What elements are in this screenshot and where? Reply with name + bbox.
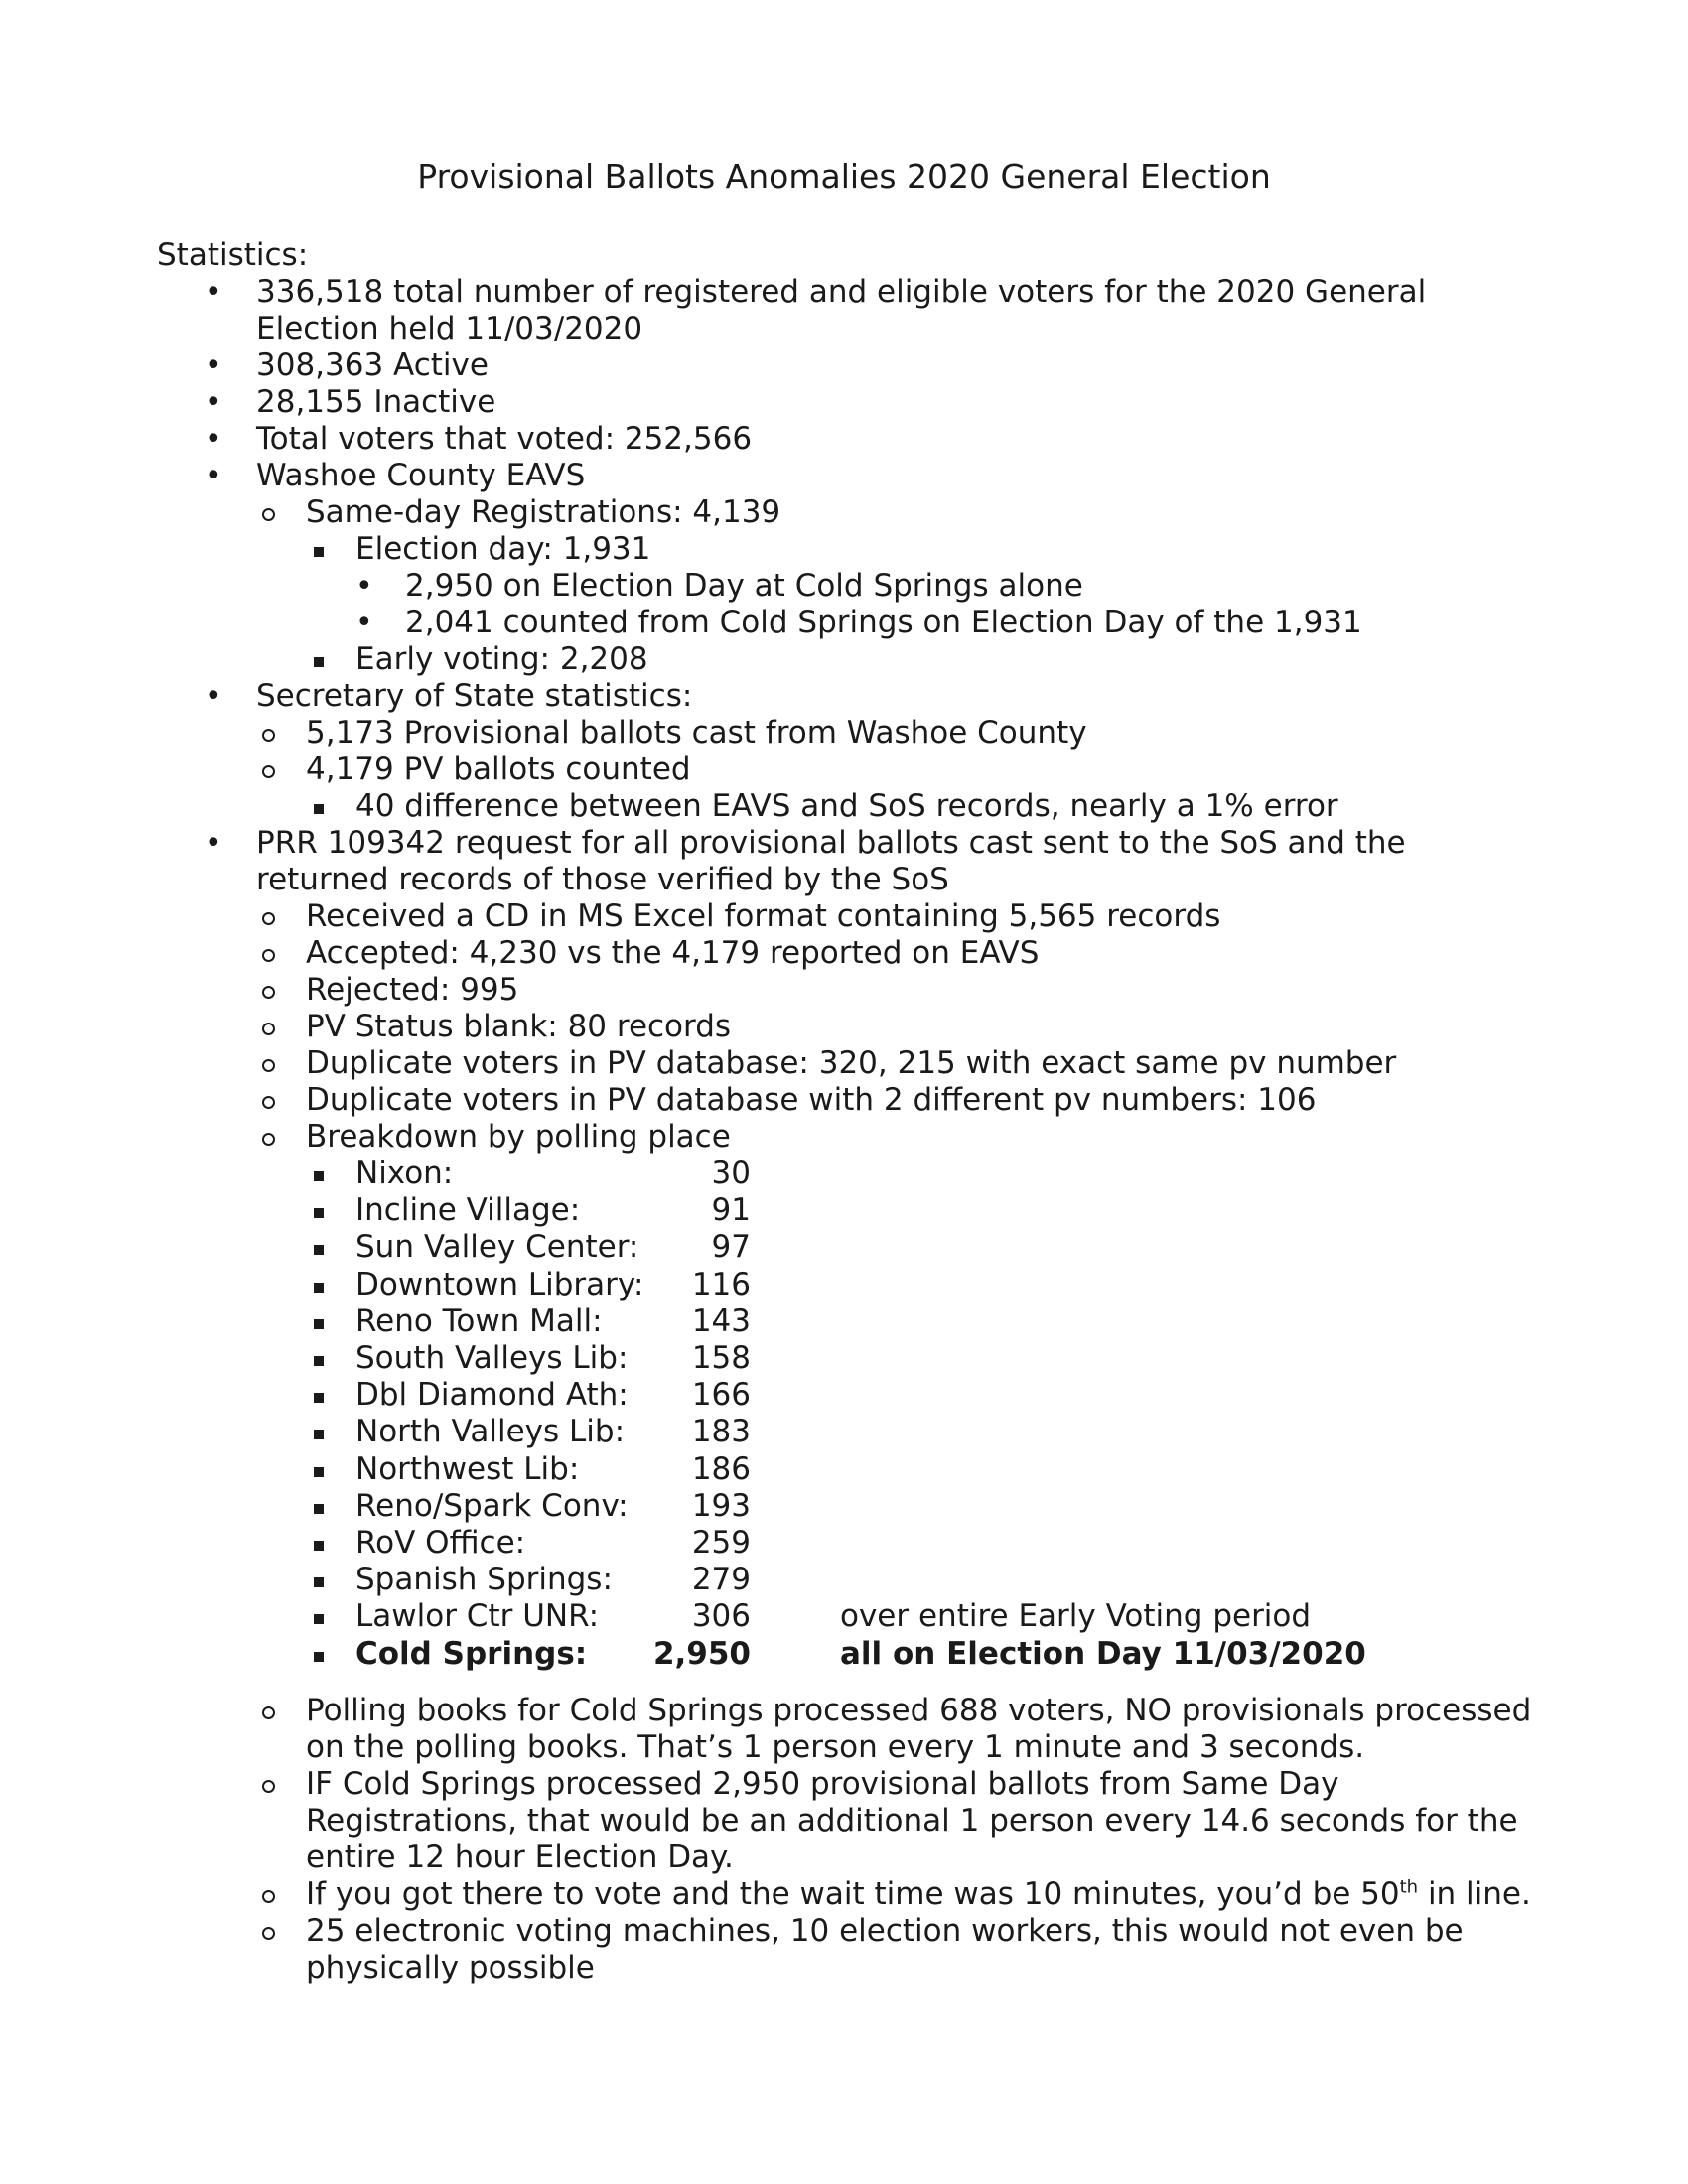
stat-wait-time	[306, 1876, 1531, 1913]
circle-bullet-icon	[262, 508, 275, 521]
circle-bullet-icon	[262, 1706, 275, 1719]
polling-place-count: 193	[691, 1488, 751, 1524]
circle-bullet-icon	[262, 765, 275, 778]
stat-prr: PRR 109342 request for all provisional ballots cast sent to the SoS and the	[256, 825, 1406, 861]
stat-prr-cont: returned records of those verified by the SoS	[256, 862, 949, 897]
polling-place-count: 116	[691, 1267, 751, 1302]
polling-place-name: Nixon:	[355, 1156, 454, 1191]
stat-registered: 336,518 total number of registered and eligible voters for the 2020 General	[256, 274, 1427, 310]
bullet-icon: •	[205, 826, 222, 861]
circle-bullet-icon	[262, 986, 275, 999]
polling-place-name: Incline Village:	[355, 1192, 581, 1228]
bullet-icon: •	[355, 569, 373, 604]
polling-place-name: Lawlor Ctr UNR:	[355, 1598, 600, 1634]
square-bullet-icon	[314, 1652, 324, 1662]
wait-text-end: in line.	[1418, 1876, 1531, 1912]
stat-active: 308,363 Active	[256, 347, 489, 383]
square-bullet-icon	[314, 1245, 324, 1255]
polling-place-count: 143	[691, 1303, 751, 1339]
square-bullet-icon	[314, 547, 324, 557]
polling-place-count: 306	[691, 1598, 751, 1634]
polling-place-count: 91	[711, 1192, 751, 1228]
stat-if-cold-springs-cont2: entire 12 hour Election Day.	[306, 1840, 734, 1875]
square-bullet-icon	[314, 1467, 324, 1477]
stat-total-voted: Total voters that voted: 252,566	[256, 421, 753, 457]
square-bullet-icon	[314, 1171, 324, 1181]
square-bullet-icon	[314, 1504, 324, 1514]
square-bullet-icon	[314, 1319, 324, 1329]
polling-place-note: all on Election Day 11/03/2020	[840, 1636, 1366, 1672]
polling-place-count: 166	[691, 1377, 751, 1413]
stat-machines: 25 electronic voting machines, 10 election workers, this would not even be	[306, 1913, 1464, 1949]
stat-pv-counted: 4,179 PV ballots counted	[306, 751, 691, 787]
square-bullet-icon	[314, 1614, 324, 1624]
stat-if-cold-springs: IF Cold Springs processed 2,950 provisional ballots from Same Day	[306, 1766, 1339, 1802]
square-bullet-icon	[314, 1283, 324, 1293]
bullet-icon: •	[205, 385, 222, 420]
stat-cold-springs-alone: 2,950 on Election Day at Cold Springs alone	[405, 568, 1083, 604]
stat-polling-books-cont: on the polling books. That’s 1 person every 1 minute and 3 seconds.	[306, 1729, 1365, 1765]
polling-place-name: Spanish Springs:	[355, 1562, 613, 1597]
polling-place-name: Dbl Diamond Ath:	[355, 1377, 629, 1413]
polling-place-count: 279	[691, 1562, 751, 1597]
square-bullet-icon	[314, 657, 324, 667]
circle-bullet-icon	[262, 1133, 275, 1146]
circle-bullet-icon	[262, 1780, 275, 1793]
polling-place-count: 186	[691, 1451, 751, 1487]
polling-place-count: 2,950	[652, 1636, 751, 1672]
wait-superscript: th	[1399, 1876, 1419, 1898]
stat-difference: 40 difference between EAVS and SoS records, nearly a 1% error	[355, 788, 1338, 824]
wait-text: If you got there to vote and the wait time was 10 minutes, you’d be 50	[306, 1876, 1400, 1912]
stat-dup-diff: Duplicate voters in PV database with 2 different pv numbers: 106	[306, 1082, 1317, 1118]
polling-place-count: 183	[691, 1414, 751, 1449]
bullet-icon: •	[205, 275, 222, 310]
polling-place-name: South Valleys Lib:	[355, 1340, 629, 1376]
bullet-icon: •	[205, 422, 222, 457]
circle-bullet-icon	[262, 912, 275, 925]
stat-if-cold-springs-cont: Registrations, that would be an additional 1 person every 14.6 seconds for the	[306, 1803, 1518, 1839]
stat-election-day: Election day: 1,931	[355, 531, 651, 567]
polling-place-count: 259	[691, 1525, 751, 1561]
stat-sos: Secretary of State statistics:	[256, 678, 693, 714]
polling-place-name: Reno/Spark Conv:	[355, 1488, 629, 1524]
polling-place-name: Downtown Library:	[355, 1267, 644, 1302]
polling-place-name: Sun Valley Center:	[355, 1229, 639, 1265]
polling-place-name: Cold Springs:	[355, 1636, 588, 1672]
stat-eavs: Washoe County EAVS	[256, 458, 586, 493]
polling-place-name: Northwest Lib:	[355, 1451, 580, 1487]
square-bullet-icon	[314, 1208, 324, 1218]
stat-received-cd: Received a CD in MS Excel format containing 5,565 records	[306, 898, 1221, 934]
statistics-label: Statistics:	[157, 237, 309, 273]
circle-bullet-icon	[262, 729, 275, 742]
polling-place-count: 158	[691, 1340, 751, 1376]
circle-bullet-icon	[262, 1927, 275, 1940]
circle-bullet-icon	[262, 949, 275, 962]
bullet-icon: •	[205, 348, 222, 383]
stat-early-voting: Early voting: 2,208	[355, 641, 648, 677]
stat-prov-cast: 5,173 Provisional ballots cast from Washoe County	[306, 715, 1087, 751]
square-bullet-icon	[314, 1577, 324, 1587]
stat-pv-blank: PV Status blank: 80 records	[306, 1009, 732, 1044]
polling-place-note: over entire Early Voting period	[840, 1598, 1312, 1634]
page-title: Provisional Ballots Anomalies 2020 General Election	[417, 157, 1271, 196]
polling-place-name: RoV Office:	[355, 1525, 526, 1561]
stat-dup-same: Duplicate voters in PV database: 320, 215 with exact same pv number	[306, 1045, 1397, 1081]
bullet-icon: •	[205, 679, 222, 714]
square-bullet-icon	[314, 1430, 324, 1439]
square-bullet-icon	[314, 804, 324, 814]
stat-rejected: Rejected: 995	[306, 972, 519, 1008]
bullet-icon: •	[355, 606, 373, 640]
polling-place-count: 30	[711, 1156, 751, 1191]
polling-place-name: Reno Town Mall:	[355, 1303, 603, 1339]
bullet-icon: •	[205, 459, 222, 493]
stat-cold-springs-counted: 2,041 counted from Cold Springs on Election Day of the 1,931	[405, 605, 1362, 640]
square-bullet-icon	[314, 1356, 324, 1366]
circle-bullet-icon	[262, 1023, 275, 1035]
polling-place-count: 97	[711, 1229, 751, 1265]
circle-bullet-icon	[262, 1890, 275, 1903]
stat-breakdown: Breakdown by polling place	[306, 1119, 731, 1155]
stat-registered-cont: Election held 11/03/2020	[256, 311, 643, 346]
square-bullet-icon	[314, 1541, 324, 1551]
stat-accepted: Accepted: 4,230 vs the 4,179 reported on EAVS	[306, 935, 1040, 971]
stat-polling-books: Polling books for Cold Springs processed 688 voters, NO provisionals processed	[306, 1693, 1532, 1728]
stat-machines-cont: physically possible	[306, 1950, 595, 1985]
square-bullet-icon	[314, 1393, 324, 1403]
stat-inactive: 28,155 Inactive	[256, 384, 496, 420]
circle-bullet-icon	[262, 1096, 275, 1109]
stat-same-day: Same-day Registrations: 4,139	[306, 494, 781, 530]
circle-bullet-icon	[262, 1059, 275, 1072]
polling-place-name: North Valleys Lib:	[355, 1414, 626, 1449]
